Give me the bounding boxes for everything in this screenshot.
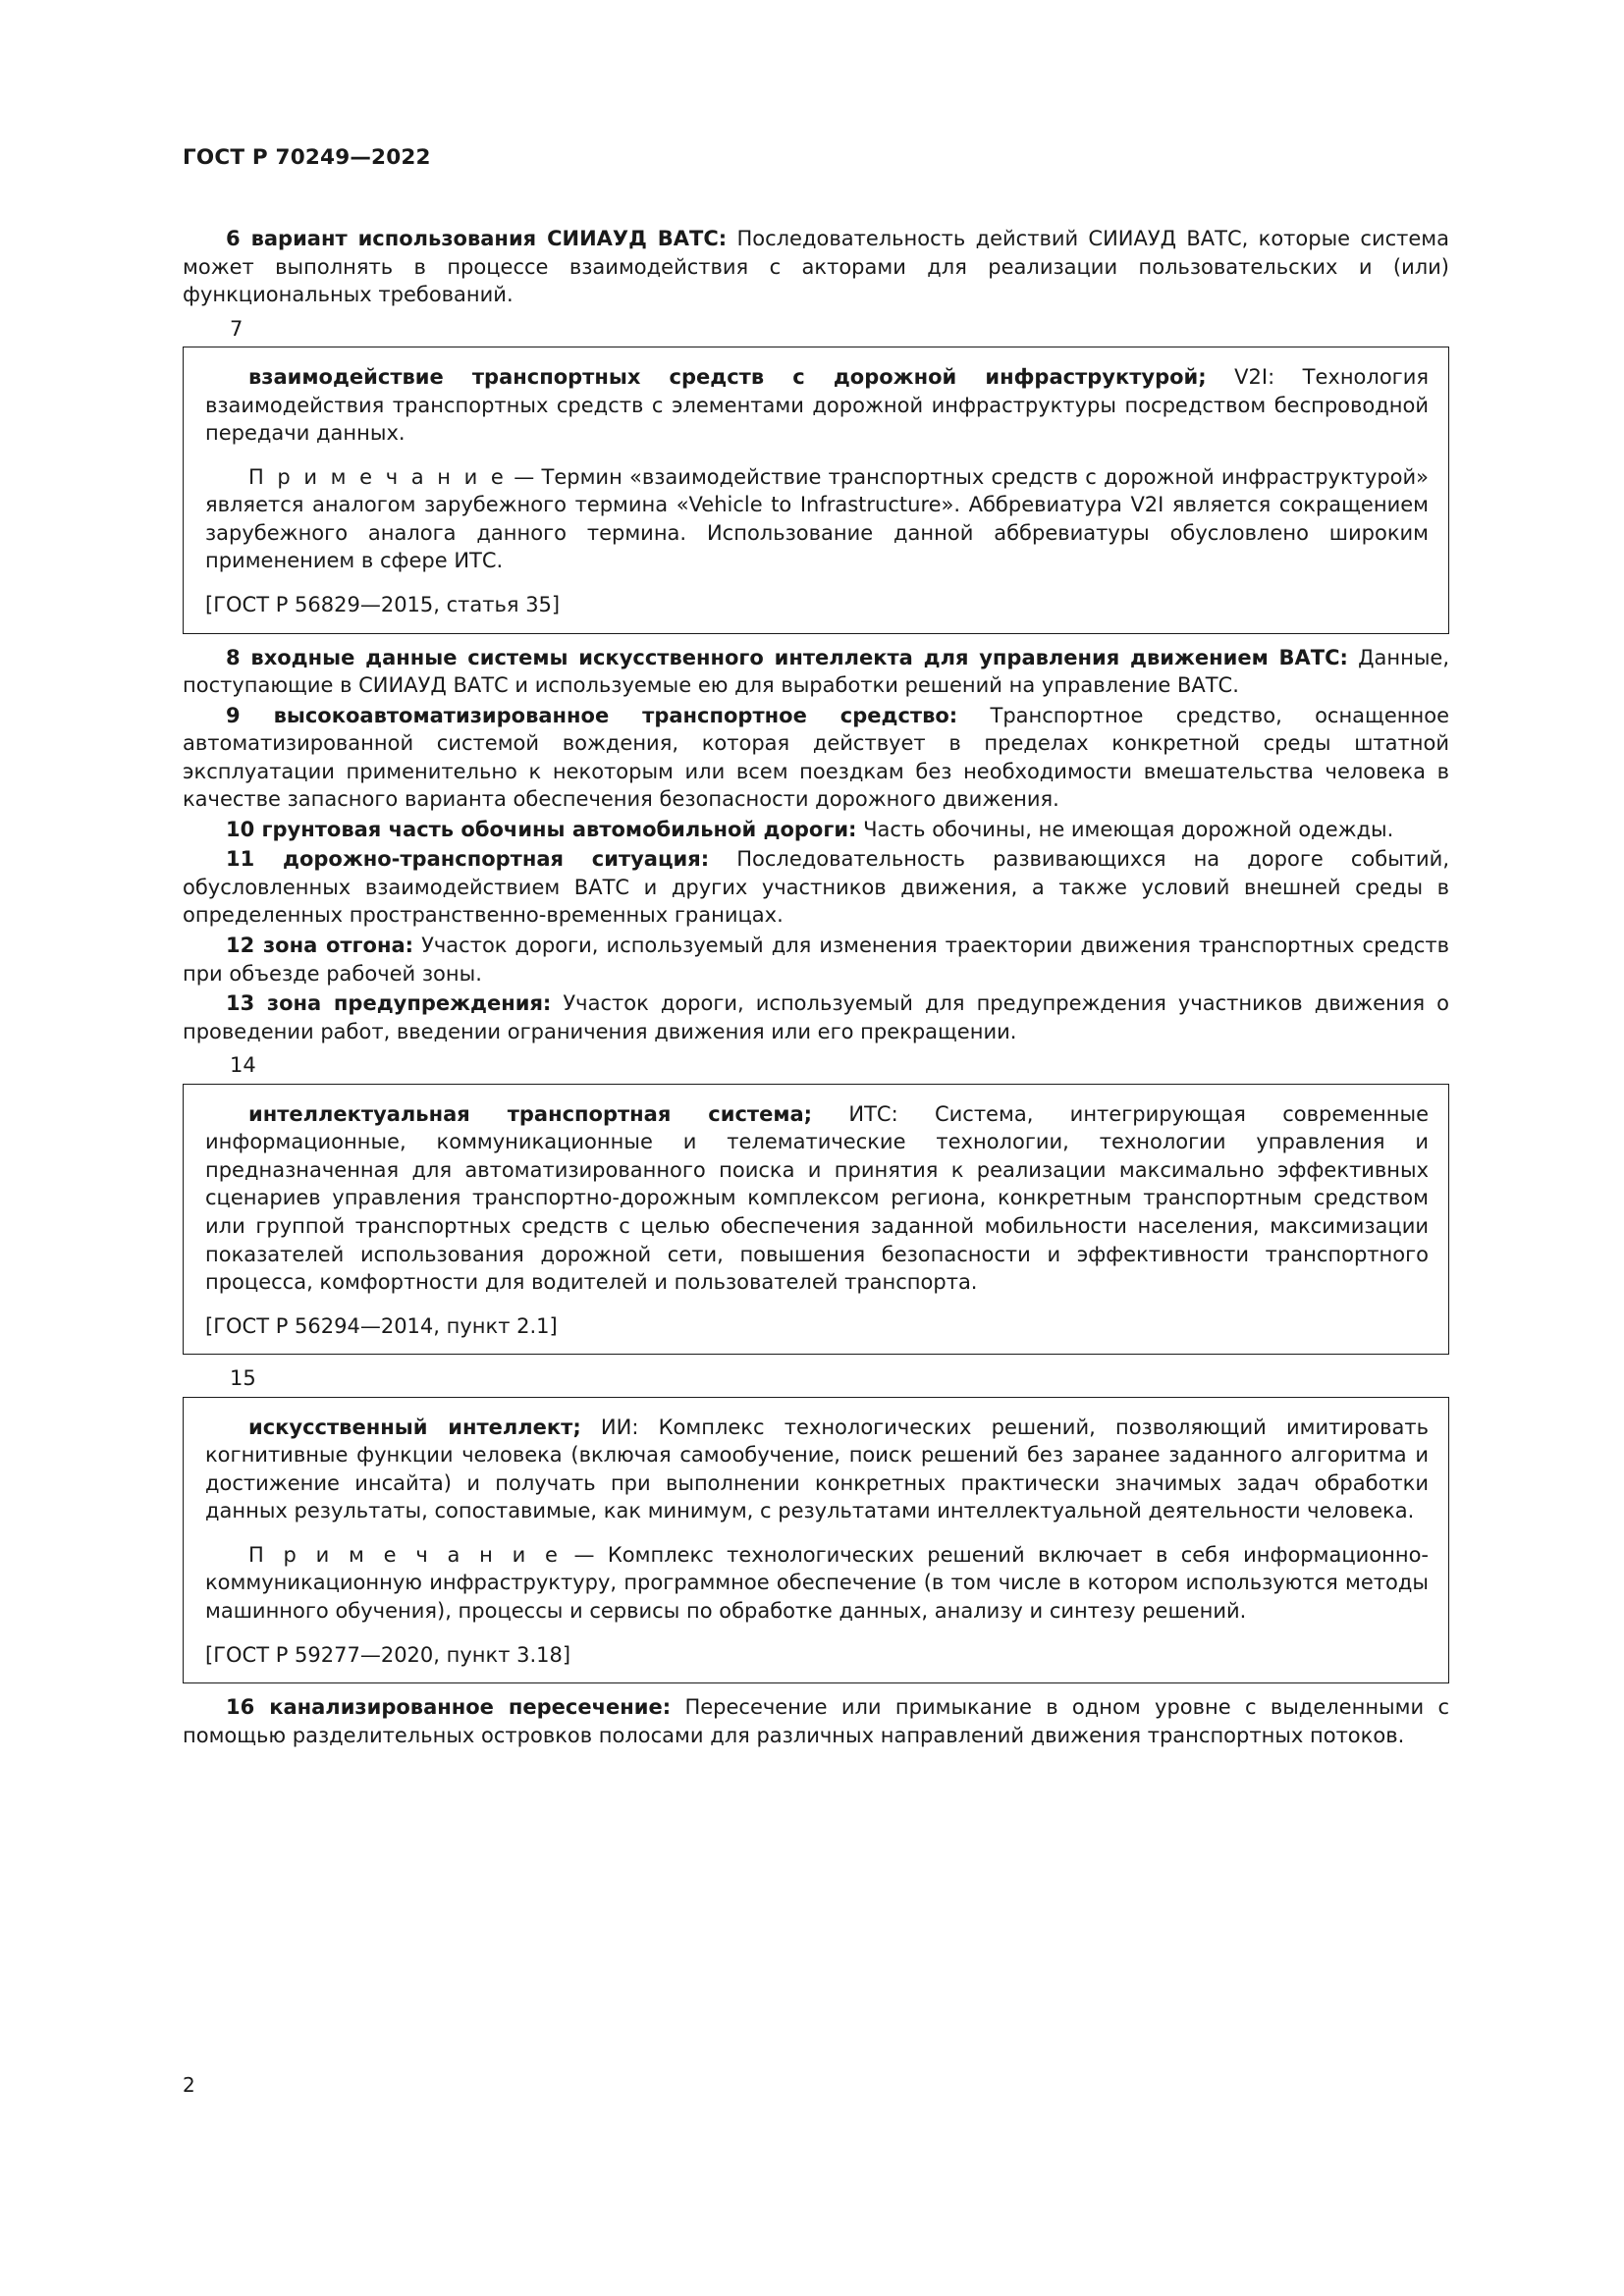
entry-14-source: [ГОСТ Р 56294—2014, пункт 2.1] — [205, 1313, 558, 1338]
entry-7-main — [205, 363, 1429, 448]
entry-7-source: [ГОСТ Р 56829—2015, статья 35] — [205, 593, 561, 617]
definition-entry-9 — [183, 702, 1449, 814]
definition-box-15 — [183, 1397, 1449, 1683]
definition-entry-8 — [183, 644, 1449, 700]
definition-entry-10 — [183, 816, 1449, 844]
entry-term-15: искусственный интеллект; — [248, 1415, 581, 1439]
entry-number-9: 9 — [226, 703, 241, 727]
entry-number-8: 8 — [226, 645, 241, 669]
entry-term-14: интеллектуальная транспортная система; — [248, 1101, 813, 1126]
entry-definition-12: Участок дороги, используемый для изменения траектории движения транспортных средств при объезде рабочей зоны. — [183, 934, 1450, 986]
entry-definition-15: ИИ: Комплекс технологических решений, позволяющий имитировать когнитивные функции человека (включая самообучение, поиск решений без заранее заданного алгоритма и достижение инсайта) и получать при выполнении конкретных практически значимых задач обработки данных результаты, сопоставимые, как минимум, с результатами интеллектуальной деятельности человека. — [205, 1415, 1430, 1523]
document-header: ГОСТ Р 70249—2022 — [183, 145, 431, 170]
definition-box-14 — [183, 1084, 1449, 1355]
note-text-15: — Комплекс технологических решений включает в себя информационно-коммуникационную инфраструктуру, программное обеспечение (в том числе в котором используются методы машинного обучения), процессы и сервисы по обработке данных, анализу и синтезу решений. — [205, 1542, 1430, 1623]
definition-entry-11 — [183, 845, 1449, 930]
entry-number-7: 7 — [230, 316, 244, 341]
page-number: 2 — [183, 2073, 195, 2097]
note-label-7: П р и м е ч а н и е — [248, 464, 508, 489]
entry-definition-11: Последовательность развивающихся на дороге событий, обусловленных взаимодействием ВАТС и других участников движения, а также условий внешней среды в определенных пространственно-временных границах. — [183, 847, 1450, 928]
entry-number-16: 16 — [226, 1695, 255, 1720]
entry-number-15: 15 — [230, 1366, 256, 1391]
entry-definition-8: Данные, поступающие в СИИАУД ВАТС и используемые ею для выработки решений на управление ВАТС. — [183, 645, 1449, 698]
definition-box-7 — [183, 347, 1449, 633]
note-label-15: П р и м е ч а н и е — [248, 1542, 562, 1567]
entry-definition-7: V2I: Технология взаимодействия транспортных средств с элементами дорожной инфраструктуры посредством беспроводной передачи данных. — [205, 365, 1429, 446]
entry-definition-16: Пересечение или примыкание в одном уровне с выделенными с помощью разделительных островков полосами для различных направлений движения транспортных потоков. — [183, 1695, 1449, 1747]
entry-definition-14: ИТС: Система, интегрирующая современные информационные, коммуникационные и телематические технологии, технологии управления и предназначенная для автоматизированного поиска и принятия к реализации максимально эффективных сценариев управления транспортно-дорожным комплексом региона, конкретным транспортным средством или группой транспортных средств с целью обеспечения заданной мобильности населения, максимизации показателей использования дорожной сети, повышения безопасности и эффективности транспортного процесса, комфортности для водителей и пользователей транспорта. — [205, 1101, 1429, 1295]
entry-definition-13: Участок дороги, используемый для предупреждения участников движения о проведении работ, введении ограничения движения или его прекращении. — [183, 991, 1449, 1043]
definition-entry-12 — [183, 932, 1449, 988]
entry-15-source: [ГОСТ Р 59277—2020, пункт 3.18] — [205, 1642, 571, 1667]
entry-term-16: канализированное пересечение: — [269, 1695, 672, 1720]
entry-number-12: 12 — [226, 934, 255, 958]
entry-term-11: дорожно-транспортная ситуация: — [282, 847, 710, 872]
entry-term-8: входные данные системы искусственного интеллекта для управления движением ВАТС: — [250, 645, 1348, 669]
entry-7-note — [205, 463, 1429, 575]
entry-term-10: грунтовая часть обочины автомобильной дороги: — [261, 817, 857, 841]
entry-definition-6: Последовательность действий СИИАУД ВАТС, которые система может выполнять в процессе взаимодействия с акторами для реализации пользовательских и (или) функциональных требований. — [183, 227, 1449, 307]
entry-number-6: 6 — [226, 227, 241, 250]
definition-entry-16 — [183, 1693, 1449, 1749]
entry-term-12: зона отгона: — [262, 934, 414, 958]
entry-term-13: зона предупреждения: — [266, 991, 552, 1016]
entry-15-note — [205, 1541, 1429, 1626]
entry-term-9: высокоавтоматизированное транспортное средство: — [273, 703, 958, 727]
definition-entry-6 — [183, 225, 1449, 309]
entry-term-6: вариант использования СИИАУД ВАТС: — [250, 227, 728, 250]
entry-number-13: 13 — [226, 991, 255, 1016]
note-text-7: — Термин «взаимодействие транспортных средств с дорожной инфраструктурой» является аналогом зарубежного термина «Vehicle to Infrastructure». Аббревиатура V2I является сокращением зарубежного аналога данного термина. Использование данной аббревиатуры обусловлено широким применением в сфере ИТС. — [205, 464, 1429, 573]
entry-14-main — [205, 1100, 1429, 1297]
page-content — [183, 145, 1449, 1749]
entry-definition-10: Часть обочины, не имеющая дорожной одежды. — [856, 817, 1394, 841]
entry-definition-9: Транспортное средство, оснащенное автоматизированной системой вождения, которая действует в пределах конкретной среды штатной эксплуатации применительно к некоторым или всем поездкам без необходимости вмешательства человека в качестве запасного варианта обеспечения безопасности дорожного движения. — [183, 703, 1449, 812]
entry-15-main — [205, 1414, 1429, 1525]
entry-number-10: 10 — [226, 817, 255, 841]
entry-number-14: 14 — [230, 1053, 256, 1078]
definition-entry-13 — [183, 989, 1449, 1045]
entry-number-11: 11 — [226, 847, 255, 872]
entry-term-7: взаимодействие транспортных средств с дорожной инфраструктурой; — [248, 365, 1207, 390]
